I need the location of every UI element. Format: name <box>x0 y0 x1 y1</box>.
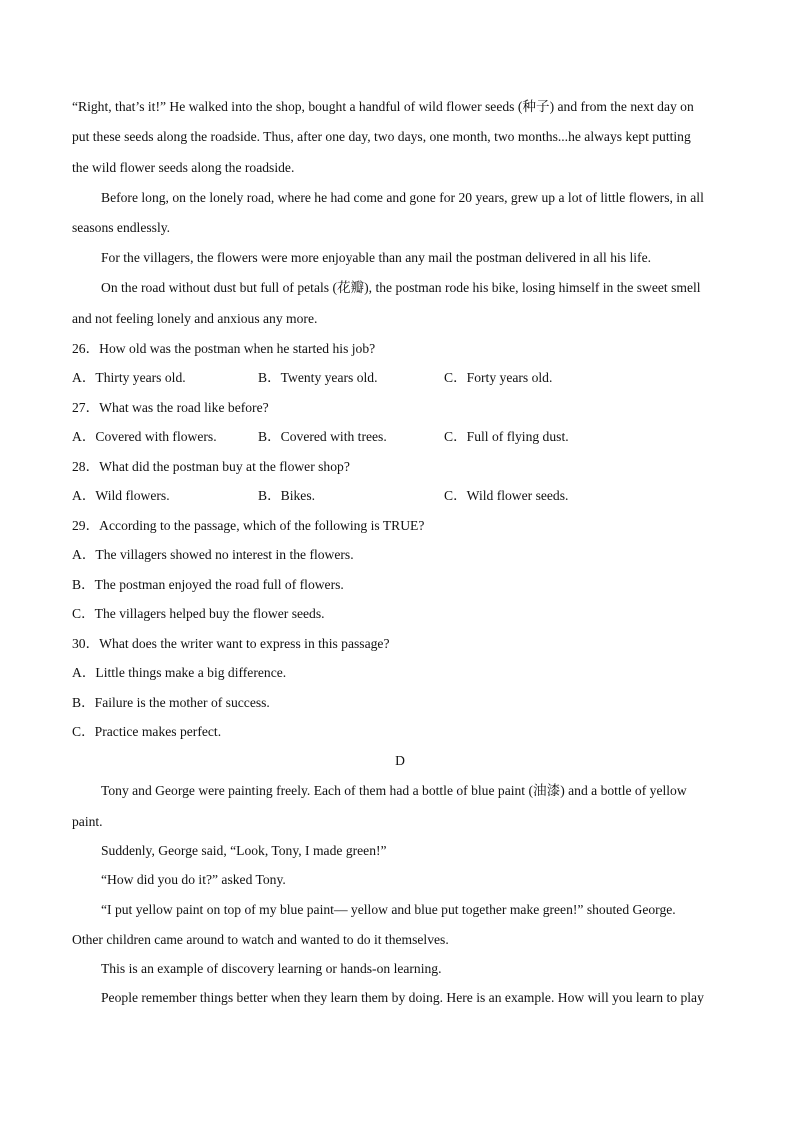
question-30-stem: 30．What does the writer want to express in this passage? <box>72 636 390 651</box>
question-26-stem: 26．How old was the postman when he started his job? <box>72 341 376 356</box>
passage-c-p3: For the villagers, the flowers were more enjoyable than any mail the postman delivered in all his life. <box>101 250 652 265</box>
question-30-option-c[interactable]: C．Practice makes perfect. <box>72 724 222 739</box>
question-26-option-b[interactable]: B．Twenty years old. <box>258 370 378 385</box>
question-28-option-a[interactable]: A．Wild flowers. <box>72 488 170 503</box>
section-d-p2: Suddenly, George said, “Look, Tony, I made green!” <box>101 843 387 858</box>
question-29-option-b[interactable]: B．The postman enjoyed the road full of flowers. <box>72 577 344 592</box>
question-28-stem: 28．What did the postman buy at the flower shop? <box>72 459 350 474</box>
question-30-option-b[interactable]: B．Failure is the mother of success. <box>72 695 270 710</box>
question-30-option-a[interactable]: A．Little things make a big difference. <box>72 665 287 680</box>
section-d-p4-line2: Other children came around to watch and wanted to do it themselves. <box>72 932 449 947</box>
section-d-p1-line2: paint. <box>72 814 103 829</box>
question-27-option-b[interactable]: B．Covered with trees. <box>258 429 387 444</box>
section-d-p4-line1: “I put yellow paint on top of my blue paint— yellow and blue put together make green!” shouted George. <box>101 902 676 917</box>
section-d-p1-line1: Tony and George were painting freely. Each of them had a bottle of blue paint (油漆) and a bottle of yellow <box>101 783 687 798</box>
question-28-option-c[interactable]: C．Wild flower seeds. <box>444 488 569 503</box>
passage-c-p1-line2: put these seeds along the roadside. Thus, after one day, two days, one month, two months...he always kept putting <box>72 129 691 144</box>
passage-c-p2-line1: Before long, on the lonely road, where he had come and gone for 20 years, grew up a lot of little flowers, in all <box>101 190 704 205</box>
passage-c-p2-line2: seasons endlessly. <box>72 220 171 235</box>
section-d-heading: D <box>395 753 405 768</box>
question-28-option-b[interactable]: B．Bikes. <box>258 488 316 503</box>
question-27-option-a[interactable]: A．Covered with flowers. <box>72 429 217 444</box>
question-26-option-c[interactable]: C．Forty years old. <box>444 370 553 385</box>
passage-c-p1-line3: the wild flower seeds along the roadside. <box>72 160 295 175</box>
section-d-p5: This is an example of discovery learning or hands-on learning. <box>101 961 442 976</box>
question-27-stem: 27．What was the road like before? <box>72 400 269 415</box>
section-d-p6: People remember things better when they learn them by doing. Here is an example. How will you learn to play <box>101 990 704 1005</box>
question-29-option-a[interactable]: A．The villagers showed no interest in the flowers. <box>72 547 354 562</box>
question-26-option-a[interactable]: A．Thirty years old. <box>72 370 186 385</box>
question-29-option-c[interactable]: C．The villagers helped buy the flower seeds. <box>72 606 325 621</box>
section-d-p3: “How did you do it?” asked Tony. <box>101 872 286 887</box>
passage-c-p4-line2: and not feeling lonely and anxious any more. <box>72 311 318 326</box>
question-27-option-c[interactable]: C．Full of flying dust. <box>444 429 569 444</box>
passage-c-p1-line1: “Right, that’s it!” He walked into the shop, bought a handful of wild flower seeds (种子) and from the next day on <box>72 99 694 114</box>
passage-c-p4-line1: On the road without dust but full of petals (花瓣), the postman rode his bike, losing himself in the sweet smell <box>101 280 701 295</box>
question-29-stem: 29．According to the passage, which of the following is TRUE? <box>72 518 425 533</box>
